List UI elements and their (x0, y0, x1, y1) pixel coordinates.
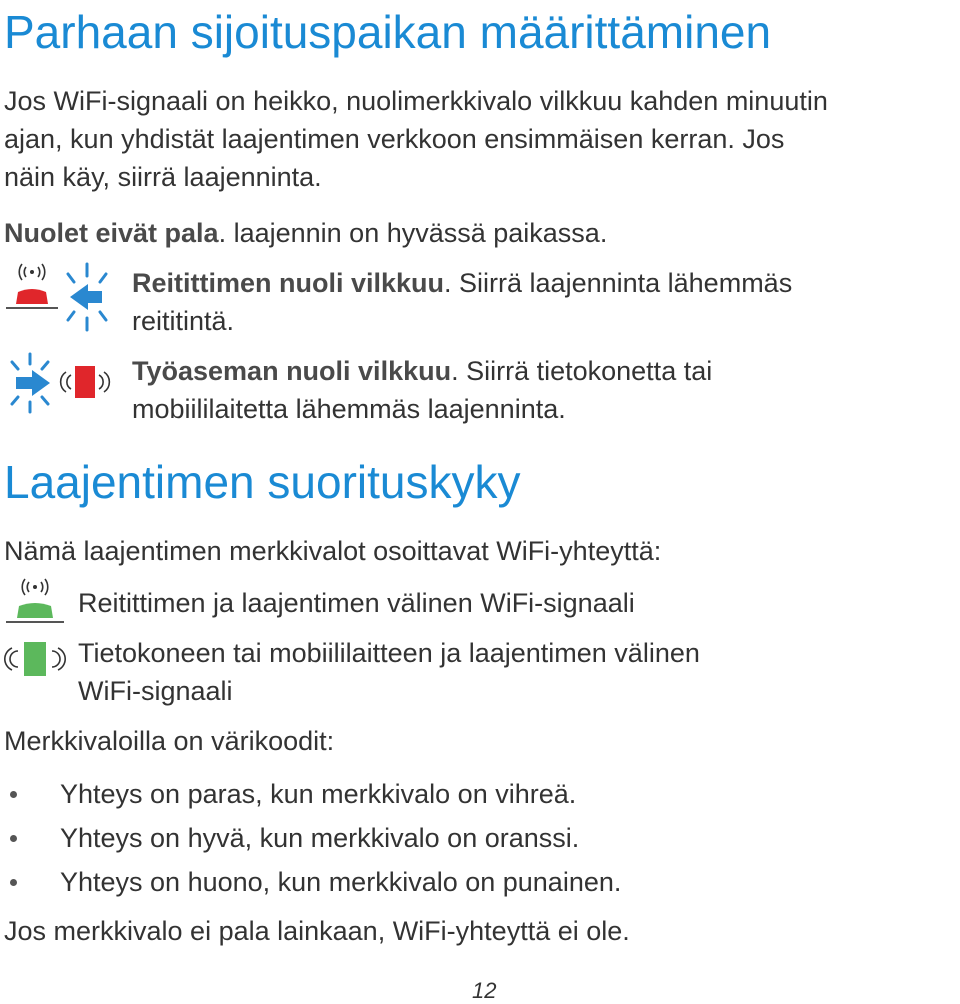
client-led-icon (2, 636, 68, 682)
page-number: 12 (472, 978, 497, 1003)
no-light-note: Jos merkkivalo ei pala lainkaan, WiFi-yhteyttä ei ole. (4, 916, 630, 946)
router-arrow-line2: reititintä. (132, 306, 235, 336)
client-arrow-bold: Työaseman nuoli vilkkuu (132, 356, 452, 386)
router-arrow-text: . Siirrä laajenninta lähemmäs (444, 268, 793, 298)
client-led-line2: WiFi-signaali (78, 676, 233, 706)
intro-line: näin käy, siirrä laajenninta. (4, 162, 322, 192)
arrows-off-text: . laajennin on hyvässä paikassa. (218, 218, 608, 248)
router-arrow-description (132, 264, 952, 340)
intro-line: Jos WiFi-signaali on heikko, nuolimerkkivalo vilkkuu kahden minuutin (4, 86, 828, 116)
color-code-list (4, 772, 904, 904)
router-led-icon (4, 578, 66, 628)
list-item: Yhteys on paras, kun merkkivalo on vihreä. (4, 772, 904, 816)
led-intro: Nämä laajentimen merkkivalot osoittavat WiFi-yhteyttä: (4, 536, 662, 566)
client-led-line: Tietokoneen tai mobiililaitteen ja laajentimen välinen (78, 638, 700, 668)
arrow-left-icon (56, 262, 118, 332)
client-led-icon (56, 360, 114, 404)
client-arrow-text: . Siirrä tietokonetta tai (451, 356, 713, 386)
intro-paragraph (4, 82, 954, 196)
router-led-icon (4, 262, 60, 314)
client-arrow-description (132, 352, 952, 428)
client-arrow-line2: mobiililaitetta lähemmäs laajenninta. (132, 394, 566, 424)
router-led-description: Reitittimen ja laajentimen välinen WiFi-signaali (78, 588, 635, 618)
arrows-off-bold: Nuolet eivät pala (4, 218, 219, 248)
colors-intro: Merkkivaloilla on värikoodit: (4, 726, 335, 756)
client-led-description (78, 634, 948, 710)
router-arrow-line (132, 264, 952, 302)
page-title: Parhaan sijoituspaikan määrittäminen (4, 6, 772, 58)
list-item: Yhteys on huono, kun merkkivalo on punainen. (4, 860, 904, 904)
section-heading: Laajentimen suorituskyky (4, 456, 521, 508)
client-arrow-line (132, 352, 952, 390)
intro-line: ajan, kun yhdistät laajentimen verkkoon ensimmäisen kerran. Jos (4, 124, 785, 154)
arrow-right-icon (2, 352, 64, 414)
arrows-off-line (4, 214, 607, 252)
router-arrow-bold: Reitittimen nuoli vilkkuu (132, 268, 445, 298)
list-item: Yhteys on hyvä, kun merkkivalo on oranssi. (4, 816, 904, 860)
